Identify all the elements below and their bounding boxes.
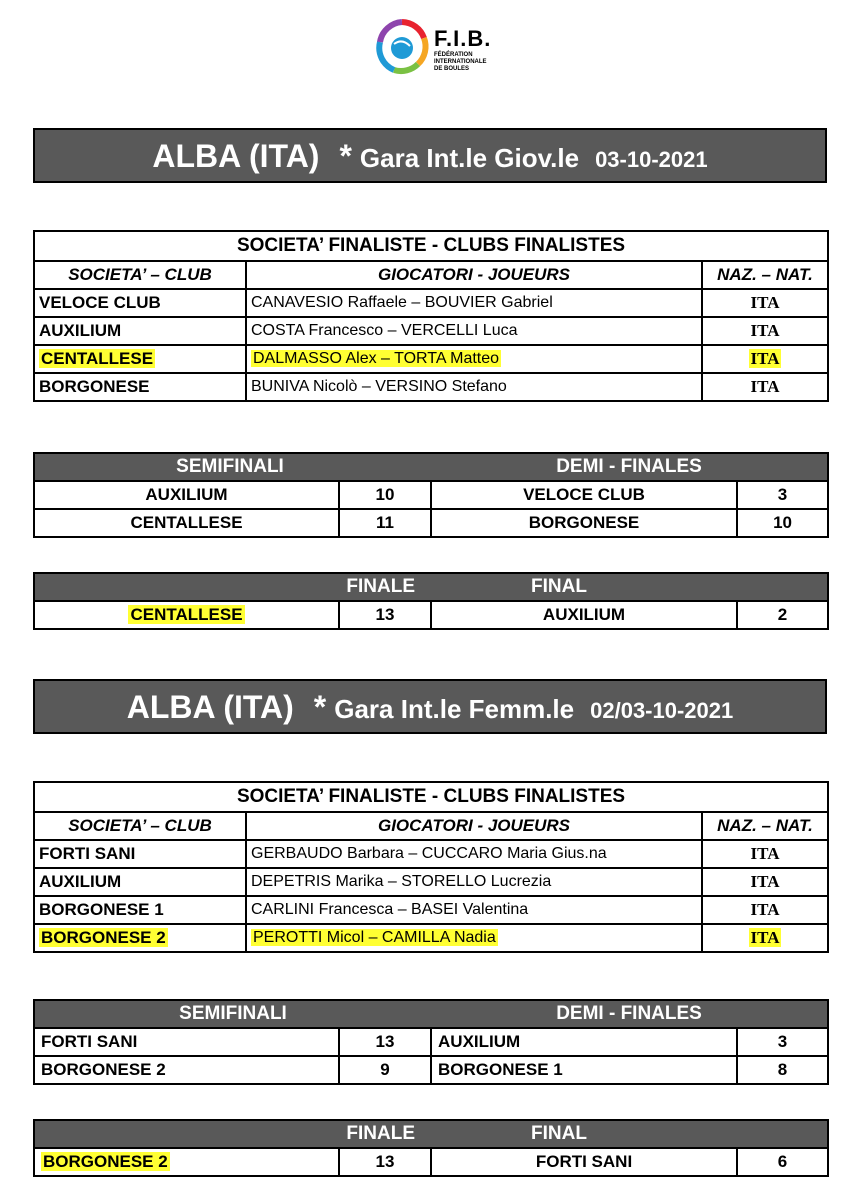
nationality: ITA: [702, 317, 828, 345]
score: 10: [339, 481, 431, 509]
table-row: [34, 1028, 828, 1056]
team: FORTI SANI: [431, 1148, 737, 1176]
header-club: SOCIETA’ – CLUB: [34, 261, 246, 289]
table-row: [34, 840, 828, 868]
table-row: [34, 509, 828, 537]
table-row: [34, 868, 828, 896]
players: CARLINI Francesca – BASEI Valentina: [246, 896, 702, 924]
nationality: ITA: [750, 928, 780, 947]
banner-star: *: [339, 138, 352, 174]
semis-header-left: SEMIFINALI: [34, 453, 431, 481]
final-header-right: FINAL: [431, 573, 828, 601]
banner-place: ALBA (ITA): [152, 138, 320, 174]
fib-logo: [374, 16, 494, 86]
club-name: BORGONESE 2: [41, 928, 166, 947]
nationality: ITA: [702, 896, 828, 924]
club-name: AUXILIUM: [34, 868, 246, 896]
final-header-right: FINAL: [431, 1120, 828, 1148]
score: 13: [339, 1148, 431, 1176]
players: CANAVESIO Raffaele – BOUVIER Gabriel: [246, 289, 702, 317]
table-title: SOCIETA’ FINALISTE - CLUBS FINALISTES: [34, 231, 828, 261]
final-header-left: FINALE: [34, 1120, 431, 1148]
score: 8: [737, 1056, 828, 1084]
club-name: BORGONESE 1: [34, 896, 246, 924]
nationality: ITA: [702, 868, 828, 896]
score: 13: [339, 1028, 431, 1056]
players: PEROTTI Micol – CAMILLA Nadia: [253, 929, 496, 946]
club-name: CENTALLESE: [41, 349, 154, 368]
event-banner-women: [33, 679, 827, 734]
team: FORTI SANI: [34, 1028, 339, 1056]
club-name: AUXILIUM: [34, 317, 246, 345]
logo-title: F.I.B.: [434, 26, 492, 51]
score: 3: [737, 1028, 828, 1056]
final-header-left: FINALE: [34, 573, 431, 601]
finalist-clubs-table-women: [33, 781, 829, 953]
nationality: ITA: [702, 840, 828, 868]
banner-event: Gara Int.le Giov.le: [359, 143, 580, 173]
score: 9: [339, 1056, 431, 1084]
players: GERBAUDO Barbara – CUCCARO Maria Gius.na: [246, 840, 702, 868]
semis-header-right: DEMI - FINALES: [431, 453, 828, 481]
team-winner: CENTALLESE: [130, 605, 243, 624]
team-winner: BORGONESE 2: [43, 1152, 168, 1171]
score: 3: [737, 481, 828, 509]
team: AUXILIUM: [431, 1028, 737, 1056]
nationality: ITA: [702, 373, 828, 401]
score: 6: [737, 1148, 828, 1176]
semifinals-table-women: [33, 999, 829, 1085]
banner-date: 03-10-2021: [595, 147, 708, 172]
banner-event: Gara Int.le Femm.le: [334, 694, 575, 724]
fib-ring-logo-icon: [374, 16, 430, 82]
team: AUXILIUM: [431, 601, 737, 629]
players: DEPETRIS Marika – STORELLO Lucrezia: [246, 868, 702, 896]
header-club: SOCIETA’ – CLUB: [34, 812, 246, 840]
table-row-winner: [34, 924, 828, 952]
header-nat: NAZ. – NAT.: [702, 261, 828, 289]
logo-subtitle: FÉDÉRATION INTERNATIONALE DE BOULES: [434, 52, 487, 72]
team: BORGONESE 2: [34, 1056, 339, 1084]
team: BORGONESE 1: [431, 1056, 737, 1084]
score: 2: [737, 601, 828, 629]
table-row: [34, 289, 828, 317]
semis-header-right: DEMI - FINALES: [431, 1000, 828, 1028]
club-name: VELOCE CLUB: [34, 289, 246, 317]
header-players: GIOCATORI - JOUEURS: [246, 261, 702, 289]
table-row: [34, 373, 828, 401]
table-row: [34, 601, 828, 629]
final-table-youth: [33, 572, 829, 630]
event-banner-youth: [33, 128, 827, 183]
table-row: [34, 317, 828, 345]
table-title: SOCIETA’ FINALISTE - CLUBS FINALISTES: [34, 782, 828, 812]
team: CENTALLESE: [34, 509, 339, 537]
header-nat: NAZ. – NAT.: [702, 812, 828, 840]
semis-header-left: SEMIFINALI: [34, 1000, 431, 1028]
finalist-clubs-table-youth: [33, 230, 829, 402]
table-row: [34, 1148, 828, 1176]
nationality: ITA: [750, 349, 780, 368]
header-players: GIOCATORI - JOUEURS: [246, 812, 702, 840]
team: VELOCE CLUB: [431, 481, 737, 509]
banner-star: *: [313, 689, 327, 725]
banner-place: ALBA (ITA): [126, 689, 294, 725]
team: BORGONESE: [431, 509, 737, 537]
players: COSTA Francesco – VERCELLI Luca: [246, 317, 702, 345]
players: DALMASSO Alex – TORTA Matteo: [253, 350, 500, 367]
table-row: [34, 1056, 828, 1084]
banner-date: 02/03-10-2021: [590, 698, 734, 723]
semifinals-table-youth: [33, 452, 829, 538]
table-row-winner: [34, 345, 828, 373]
table-row: [34, 896, 828, 924]
score: 13: [339, 601, 431, 629]
club-name: FORTI SANI: [34, 840, 246, 868]
team: AUXILIUM: [34, 481, 339, 509]
score: 11: [339, 509, 431, 537]
score: 10: [737, 509, 828, 537]
nationality: ITA: [702, 289, 828, 317]
players: BUNIVA Nicolò – VERSINO Stefano: [246, 373, 702, 401]
table-row: [34, 481, 828, 509]
club-name: BORGONESE: [34, 373, 246, 401]
final-table-women: [33, 1119, 829, 1177]
